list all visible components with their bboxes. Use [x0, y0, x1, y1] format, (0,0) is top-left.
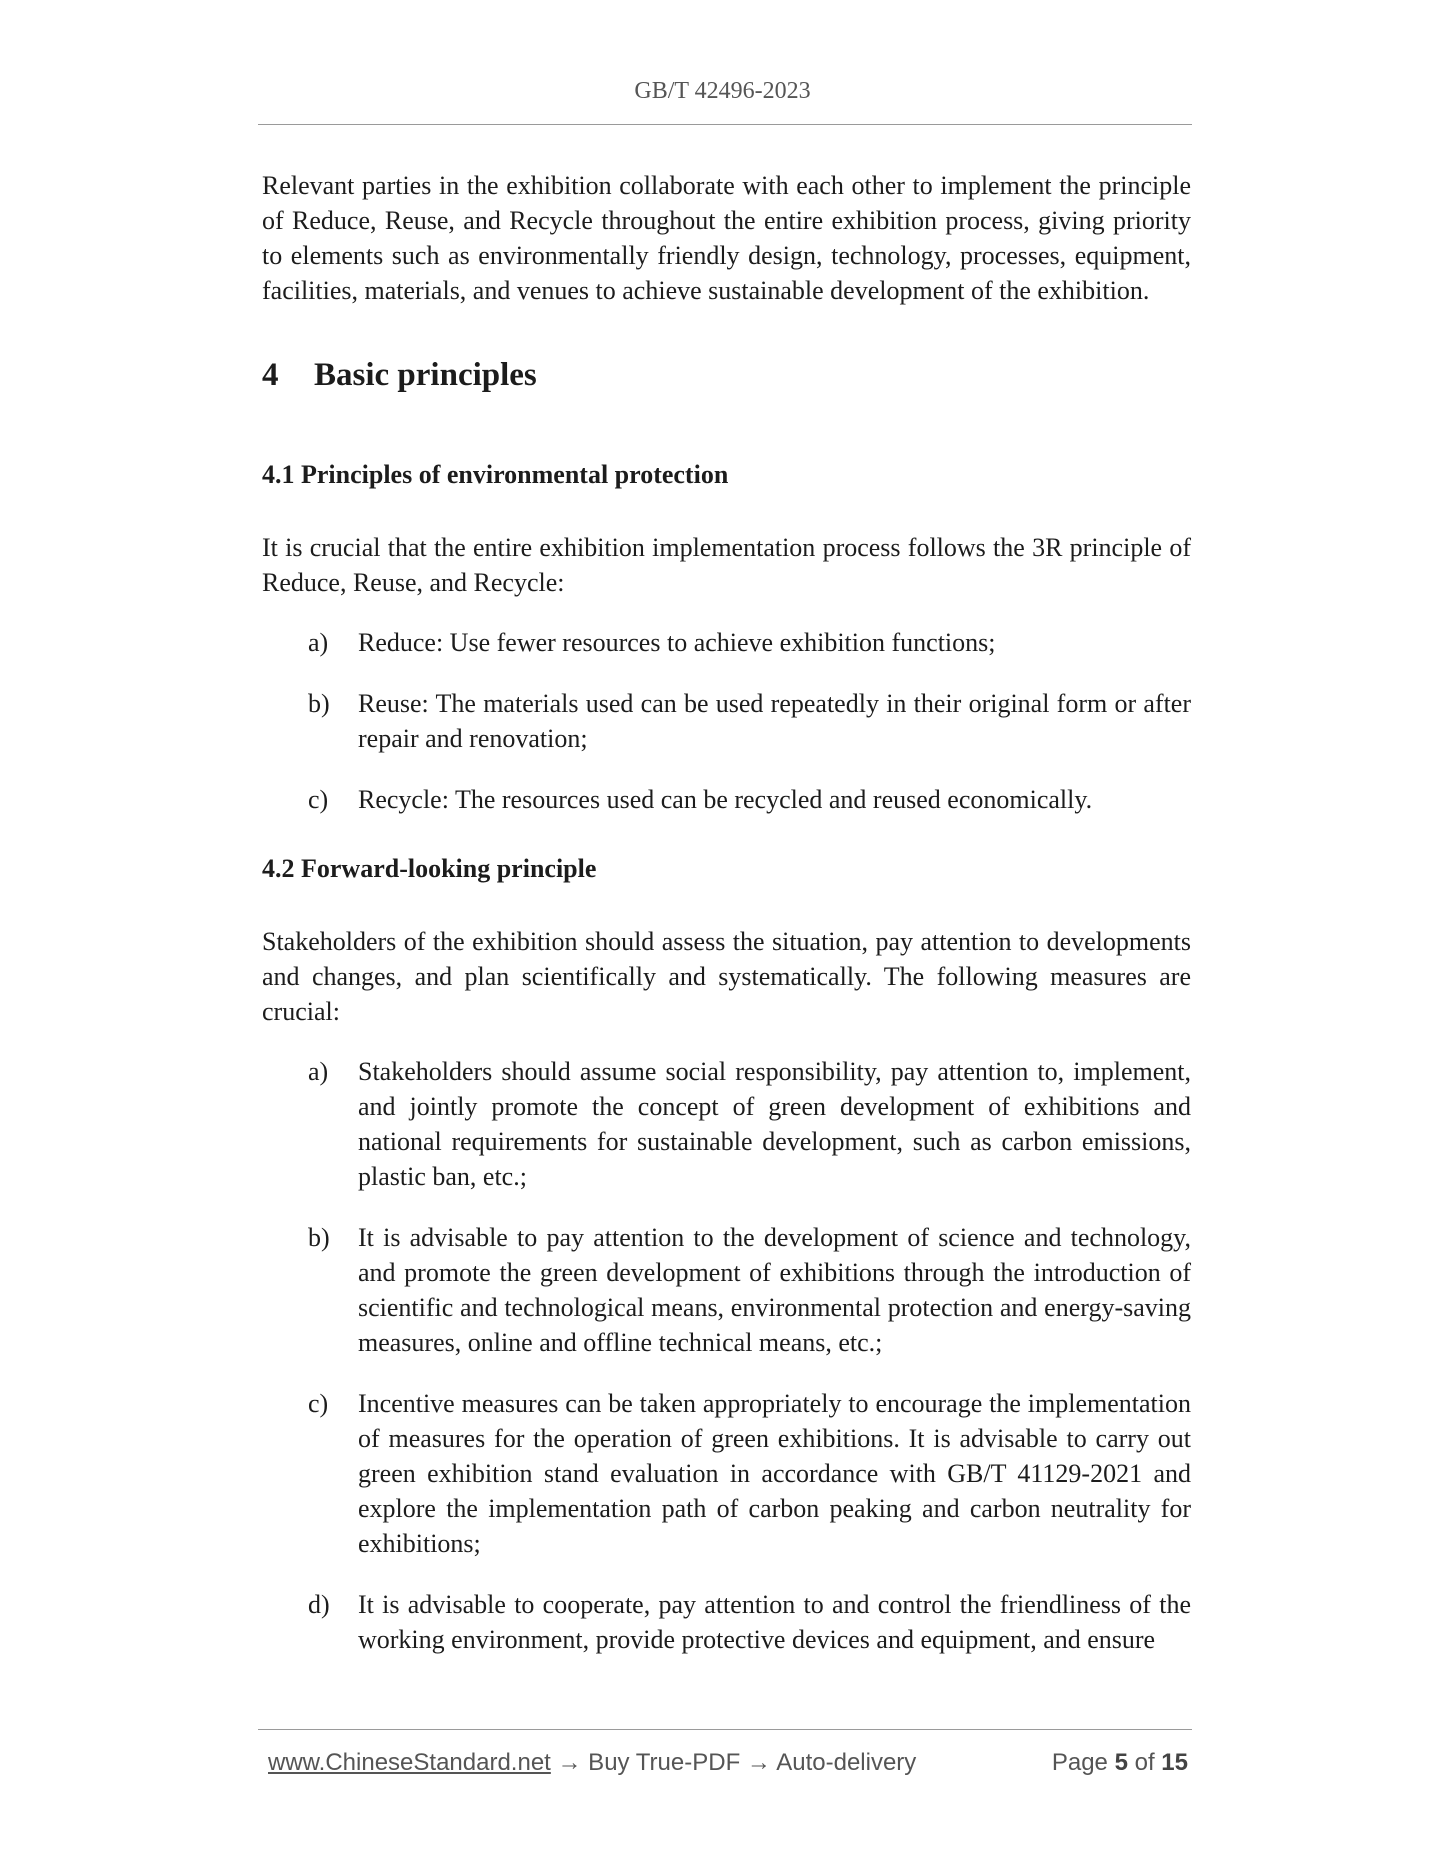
list-item: [262, 625, 1191, 660]
document-code-header: GB/T 42496-2023: [634, 78, 811, 104]
list-marker: a): [308, 1057, 329, 1086]
page-indicator: [1052, 1746, 1188, 1780]
of-label: of: [1134, 1749, 1155, 1776]
document-body: [262, 168, 1191, 1657]
section-4-1-heading: 4.1 Principles of environmental protection: [262, 460, 729, 489]
list-text: Incentive measures can be taken appropriately to encourage the implementation of measures for the operation of green exhibitions. It is advisable to carry out green exhibition stand evaluation in accordance with GB/T 41129-2021 and explore the implementation path of carbon peaking and carbon neutrality for exhibitions;: [358, 1389, 1191, 1558]
list-marker: a): [308, 628, 329, 657]
list-item: [262, 1220, 1191, 1360]
footer-tagline: → Buy True-PDF → Auto-delivery: [557, 1749, 917, 1776]
list-marker: c): [308, 785, 329, 814]
list-item: [262, 1054, 1191, 1194]
section-4-2-list: [262, 1054, 1191, 1657]
list-text: Reuse: The materials used can be used repeatedly in their original form or after repair and renovation;: [358, 689, 1191, 753]
header-divider: [258, 124, 1192, 125]
list-item: [262, 1386, 1191, 1561]
section-4-title: Basic principles: [314, 357, 537, 393]
list-item: [262, 686, 1191, 756]
section-4-1-paragraph: It is crucial that the entire exhibition implementation process follows the 3R principle of Reduce, Reuse, and Recycle:: [262, 533, 1191, 597]
list-text: Reduce: Use fewer resources to achieve exhibition functions;: [358, 628, 996, 657]
list-item: [262, 782, 1191, 817]
section-4-heading: [262, 353, 1191, 397]
page-footer: [268, 1746, 1188, 1780]
section-4-number: 4: [262, 357, 279, 393]
list-item: [262, 1587, 1191, 1657]
list-text: It is advisable to cooperate, pay attention to and control the friendliness of the working environment, provide protective devices and equipment, and ensure: [358, 1590, 1191, 1654]
section-4-2-heading: 4.2 Forward-looking principle: [262, 854, 597, 883]
section-4-1: [262, 457, 1191, 817]
section-4-2-paragraph: Stakeholders of the exhibition should assess the situation, pay attention to developments and changes, and plan scientifically and systematically. The following measures are crucial:: [262, 927, 1191, 1026]
current-page-number: 5: [1114, 1749, 1128, 1776]
list-text: It is advisable to pay attention to the development of science and technology, and promote the green development of exhibitions through the introduction of scientific and technological means, environmental protection and energy-saving measures, online and offline technical means, etc.;: [358, 1223, 1191, 1357]
total-page-count: 15: [1161, 1749, 1188, 1776]
footer-divider: [258, 1729, 1192, 1730]
list-text: Recycle: The resources used can be recycled and reused economically.: [358, 785, 1093, 814]
section-4-2: [262, 851, 1191, 1657]
footer-website-link[interactable]: www.ChineseStandard.net: [268, 1749, 551, 1776]
list-marker: b): [308, 689, 330, 718]
list-marker: b): [308, 1223, 330, 1252]
list-marker: c): [308, 1389, 329, 1418]
page-label: Page: [1051, 1749, 1108, 1776]
section-4-1-list: [262, 625, 1191, 817]
intro-paragraph: Relevant parties in the exhibition collaborate with each other to implement the principle of Reduce, Reuse, and Recycle throughout the entire exhibition process, giving priority to elements such as environmentally friendly design, technology, processes, equipment, facilities, materials, and venues to achieve sustainable development of the exhibition.: [262, 171, 1191, 305]
list-marker: d): [308, 1590, 330, 1619]
list-text: Stakeholders should assume social responsibility, pay attention to, implement, and jointly promote the concept of green development of exhibitions and national requirements for sustainable development, such as carbon emissions, plastic ban, etc.;: [358, 1057, 1191, 1191]
